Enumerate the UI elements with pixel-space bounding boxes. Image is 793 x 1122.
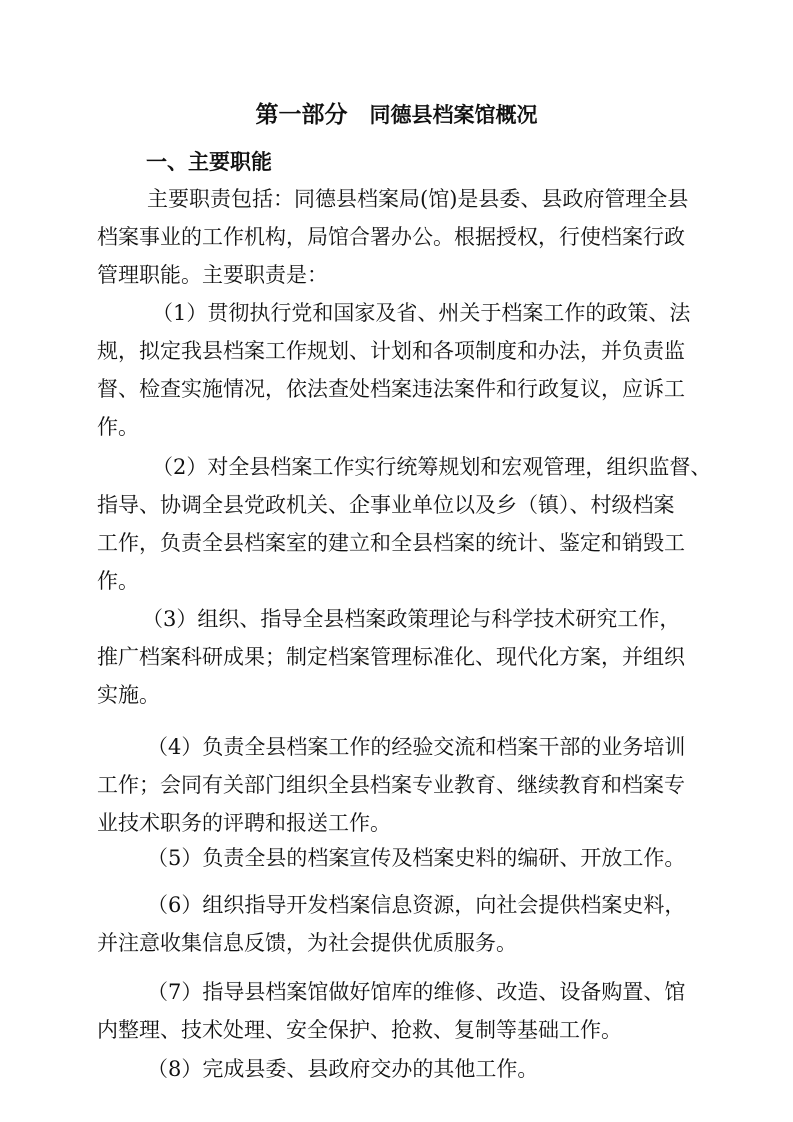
paragraph-line: 并注意收集信息反馈，为社会提供优质服务。	[97, 931, 517, 955]
paragraph-item-3	[97, 600, 699, 714]
paragraph-item-4	[97, 728, 699, 842]
paragraph-line: （4）负责全县档案工作的经验交流和档案干部的业务培训	[147, 735, 686, 759]
paragraph-line: 主要职责包括：同德县档案局(馆)是县委、县政府管理全县	[147, 187, 689, 211]
paragraph-line: 管理职能。主要职责是：	[97, 263, 328, 287]
paragraph-item-7	[97, 973, 699, 1049]
paragraph-line: 实施。	[97, 683, 160, 707]
paragraph-line: 推广档案科研成果；制定档案管理标准化、现代化方案，并组织	[97, 645, 685, 669]
paragraph-item-2	[97, 448, 712, 600]
paragraph-line: 业技术职务的评聘和报送工作。	[97, 811, 391, 835]
paragraph-line: 督、检查实施情况，依法查处档案违法案件和行政复议，应诉工	[97, 377, 685, 401]
section-heading: 一、主要职能	[146, 150, 272, 174]
paragraph-line: 档案事业的工作机构，局馆合署办公。根据授权，行使档案行政	[97, 225, 685, 249]
paragraph-line: （7）指导县档案馆做好馆库的维修、改造、设备购置、馆	[147, 980, 686, 1004]
paragraph-line: （1）贯彻执行党和国家及省、州关于档案工作的政策、法	[152, 301, 691, 325]
paragraph-item-8	[97, 1050, 699, 1088]
paragraph-line: 工作；会同有关部门组织全县档案专业教育、继续教育和档案专	[97, 773, 685, 797]
title-name: 同德县档案馆概况	[369, 103, 538, 127]
paragraph-item-6	[97, 886, 699, 962]
paragraph-line: （2）对全县档案工作实行统筹规划和宏观管理，组织监督、	[152, 455, 712, 479]
paragraph-line: （3）组织、指导全县档案政策理论与科学技术研究工作，	[142, 607, 681, 631]
paragraph-line: （6）组织指导开发档案信息资源，向社会提供档案史料，	[147, 893, 686, 917]
paragraph-intro	[97, 180, 699, 294]
paragraph-line: 内整理、技术处理、安全保护、抢救、复制等基础工作。	[97, 1018, 622, 1042]
paragraph-line: 工作，负责全县档案室的建立和全县档案的统计、鉴定和销毁工	[97, 531, 685, 555]
paragraph-line: （8）完成县委、县政府交办的其他工作。	[147, 1057, 539, 1081]
paragraph-item-5	[97, 839, 699, 877]
paragraph-line: （5）负责全县的档案宣传及档案史料的编研、开放工作。	[147, 846, 686, 870]
paragraph-line: 作。	[97, 415, 139, 439]
paragraph-line: 作。	[97, 569, 139, 593]
page-title	[0, 100, 793, 130]
paragraph-item-1	[97, 294, 699, 446]
paragraph-line: 指导、协调全县党政机关、企事业单位以及乡（镇）、村级档案	[97, 493, 675, 517]
paragraph-line: 规，拟定我县档案工作规划、计划和各项制度和办法，并负责监	[97, 339, 685, 363]
title-part: 第一部分	[255, 102, 348, 128]
